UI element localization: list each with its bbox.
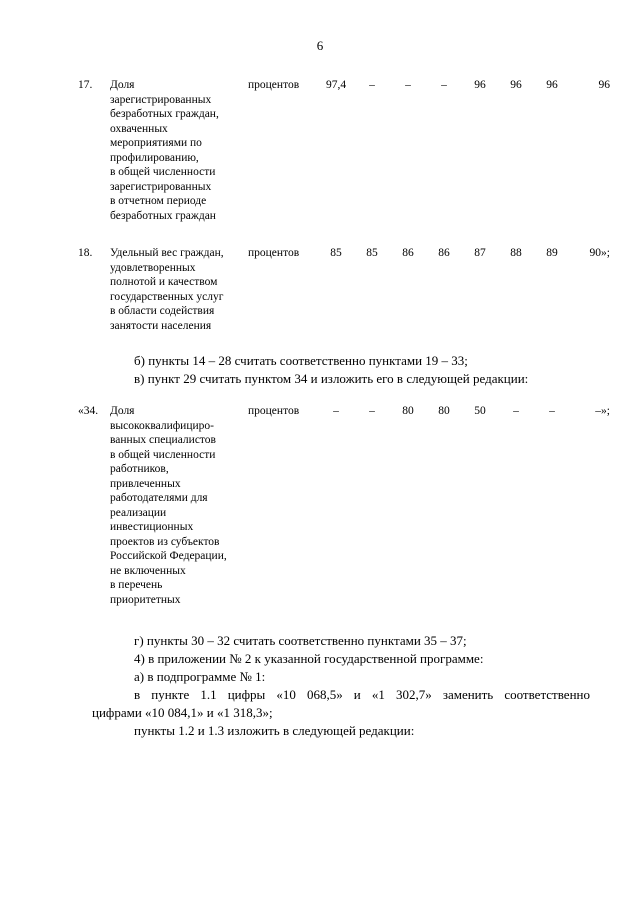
row-value: 80 bbox=[438, 405, 450, 417]
row-value: –»; bbox=[595, 405, 610, 417]
row-value: 96 bbox=[546, 79, 558, 91]
row-unit: процентов bbox=[248, 247, 300, 259]
label-line: зарегистрированных bbox=[110, 180, 212, 193]
label-line: безработных граждан bbox=[110, 209, 216, 222]
row-value: – bbox=[369, 79, 375, 91]
row-value: 86 bbox=[438, 247, 450, 259]
label-line: зарегистрированных bbox=[110, 93, 212, 106]
label-line: Доля bbox=[110, 79, 135, 91]
paragraph-v: в) пункт 29 считать пунктом 34 и изложить его в следующей редакции: bbox=[134, 371, 529, 386]
label-line: государственных услуг bbox=[110, 290, 224, 303]
paragraph-1-2: пункты 1.2 и 1.3 изложить в следующей редакции: bbox=[134, 723, 415, 738]
row-label bbox=[110, 404, 248, 607]
row-value: 86 bbox=[402, 247, 414, 259]
row-value: 97,4 bbox=[325, 79, 347, 91]
label-line: работников, bbox=[110, 463, 169, 475]
row-value: – bbox=[513, 405, 519, 417]
row-value: 87 bbox=[474, 247, 486, 259]
row-value: – bbox=[549, 405, 555, 417]
row-number: 18. bbox=[78, 247, 93, 259]
paragraph-g: г) пункты 30 – 32 считать соответственно пунктами 35 – 37; bbox=[134, 633, 467, 648]
row-value: 50 bbox=[474, 405, 486, 417]
label-line: Удельный вес граждан, bbox=[110, 247, 224, 259]
row-value: 80 bbox=[402, 405, 414, 417]
label-line: привлеченных bbox=[110, 477, 181, 490]
label-line: инвестиционных bbox=[110, 521, 194, 533]
row-value: 85 bbox=[330, 247, 342, 259]
label-line: приоритетных bbox=[110, 593, 181, 606]
page-number: 6 bbox=[316, 38, 324, 53]
row-value: 96 bbox=[474, 79, 486, 91]
label-line: не включенных bbox=[110, 564, 186, 577]
label-line: охваченных bbox=[110, 122, 168, 135]
label-line: полнотой и качеством bbox=[110, 276, 218, 288]
label-line: реализации bbox=[110, 506, 167, 519]
row-unit: процентов bbox=[248, 79, 300, 91]
label-line: в перечень bbox=[110, 579, 163, 591]
row-value: – bbox=[369, 405, 375, 417]
row-value: – bbox=[333, 405, 339, 417]
label-line: высококвалифициро- bbox=[110, 419, 214, 432]
row-value: 96 bbox=[598, 79, 610, 91]
row-value: – bbox=[405, 79, 411, 91]
label-line: работодателями для bbox=[110, 492, 208, 504]
row-number: 17. bbox=[78, 79, 93, 91]
label-line: занятости населения bbox=[110, 319, 212, 332]
label-line: проектов из субъектов bbox=[110, 535, 220, 548]
row-value: – bbox=[441, 79, 447, 91]
indicator-row-34 bbox=[78, 404, 610, 607]
row-value: 88 bbox=[510, 247, 522, 259]
row-value: 90»; bbox=[589, 247, 610, 259]
paragraph-1-1-line2: цифрами «10 084,1» и «1 318,3»; bbox=[92, 705, 273, 720]
label-line: в области содействия bbox=[110, 305, 215, 317]
paragraph-a: а) в подпрограмме № 1: bbox=[134, 669, 266, 684]
row-label bbox=[110, 78, 248, 223]
label-line: Доля bbox=[110, 405, 135, 417]
paragraph-1-1-line1: в пункте 1.1 цифры «10 068,5» и «1 302,7» заменить соответственно bbox=[134, 687, 590, 702]
label-line: в отчетном периоде bbox=[110, 195, 207, 207]
label-line: удовлетворенных bbox=[110, 261, 196, 274]
row-label bbox=[110, 246, 248, 333]
row-unit: процентов bbox=[248, 405, 300, 417]
label-line: в общей численности bbox=[110, 448, 216, 461]
row-number: «34. bbox=[78, 405, 99, 417]
label-line: в общей численности bbox=[110, 166, 216, 178]
label-line: ванных специалистов bbox=[110, 434, 216, 446]
row-value: 89 bbox=[546, 247, 558, 259]
row-value: 85 bbox=[366, 247, 378, 259]
indicator-row-18 bbox=[78, 246, 610, 333]
paragraph-b: б) пункты 14 – 28 считать соответственно пунктами 19 – 33; bbox=[134, 353, 468, 368]
paragraph-4: 4) в приложении № 2 к указанной государственной программе: bbox=[134, 651, 484, 666]
indicator-row-17 bbox=[78, 78, 610, 223]
row-value: 96 bbox=[510, 79, 522, 91]
label-line: профилированию, bbox=[110, 151, 199, 164]
label-line: Российской Федерации, bbox=[110, 550, 227, 562]
label-line: мероприятиями по bbox=[110, 137, 202, 149]
label-line: безработных граждан, bbox=[110, 108, 219, 120]
